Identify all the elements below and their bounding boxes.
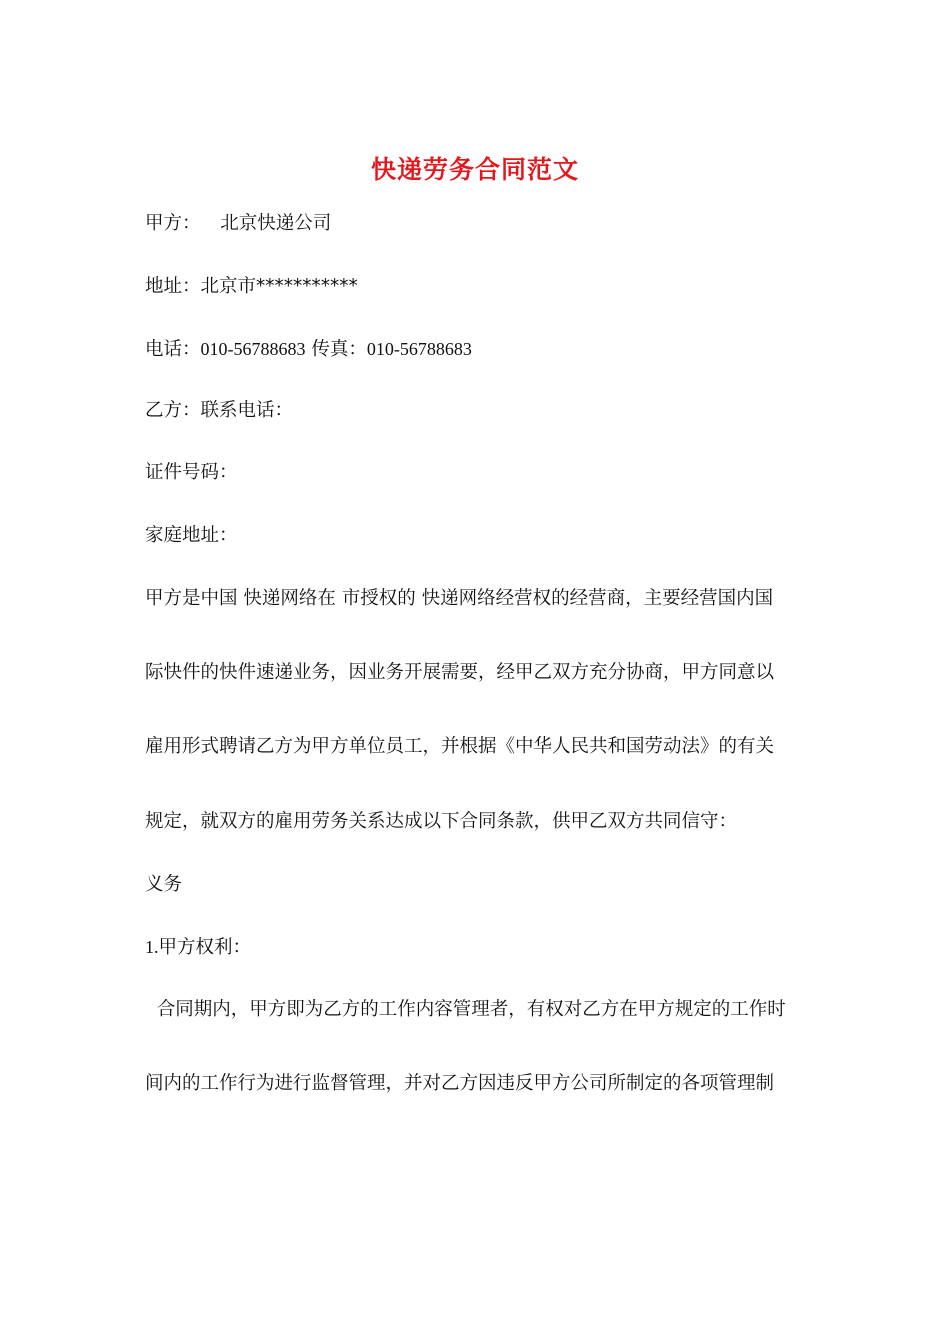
phone-value: 010-56788683 bbox=[200, 339, 306, 359]
party-b-line bbox=[145, 399, 293, 423]
party-a-name: 北京快递公司 bbox=[220, 213, 332, 234]
home-address-line bbox=[145, 524, 238, 548]
fax-value: 010-56788683 bbox=[366, 339, 472, 359]
home-address-label: 家庭地址： bbox=[145, 525, 238, 546]
fax-label: 传真： bbox=[311, 339, 367, 360]
party-a-label: 甲方： bbox=[145, 213, 201, 234]
clause-1-heading: 甲方权利： bbox=[158, 937, 252, 958]
clause-1-line: 间内的工作行为进行监督管理，并对乙方因违反甲方公司所制定的各项管理制 bbox=[145, 1073, 775, 1094]
address-value: 北京市*********** bbox=[200, 276, 358, 297]
id-number-line bbox=[145, 461, 238, 485]
section-heading: 义务 bbox=[145, 874, 183, 895]
address-label: 地址： bbox=[145, 276, 201, 297]
phone-line bbox=[145, 337, 472, 362]
clause-1-line: 合同期内，甲方即为乙方的工作内容管理者，有权对乙方在甲方规定的工作时 bbox=[145, 999, 786, 1020]
clause-1-number: 1. bbox=[145, 937, 159, 957]
party-b-contact-label: 联系电话： bbox=[200, 400, 294, 421]
phone-label: 电话： bbox=[145, 339, 201, 360]
intro-line: 雇用形式聘请乙方为甲方单位员工，并根据《中华人民共和国劳动法》的有关 bbox=[145, 736, 775, 757]
id-number-label: 证件号码： bbox=[145, 462, 238, 483]
intro-line: 规定，就双方的雇用劳务关系达成以下合同条款，供甲乙双方共同信守： bbox=[145, 811, 738, 832]
clause-1-heading-line bbox=[145, 935, 251, 960]
address-line bbox=[145, 275, 358, 299]
document-title: 快递劳务合同范文 bbox=[370, 155, 579, 184]
party-a-line bbox=[145, 212, 331, 236]
intro-line: 际快件的快件速递业务，因业务开展需要，经甲乙双方充分协商，甲方同意以 bbox=[145, 662, 775, 683]
intro-line: 甲方是中国 快递网络在 市授权的 快递网络经营权的经营商，主要经营国内国 bbox=[145, 588, 774, 609]
party-b-label: 乙方： bbox=[145, 400, 201, 421]
